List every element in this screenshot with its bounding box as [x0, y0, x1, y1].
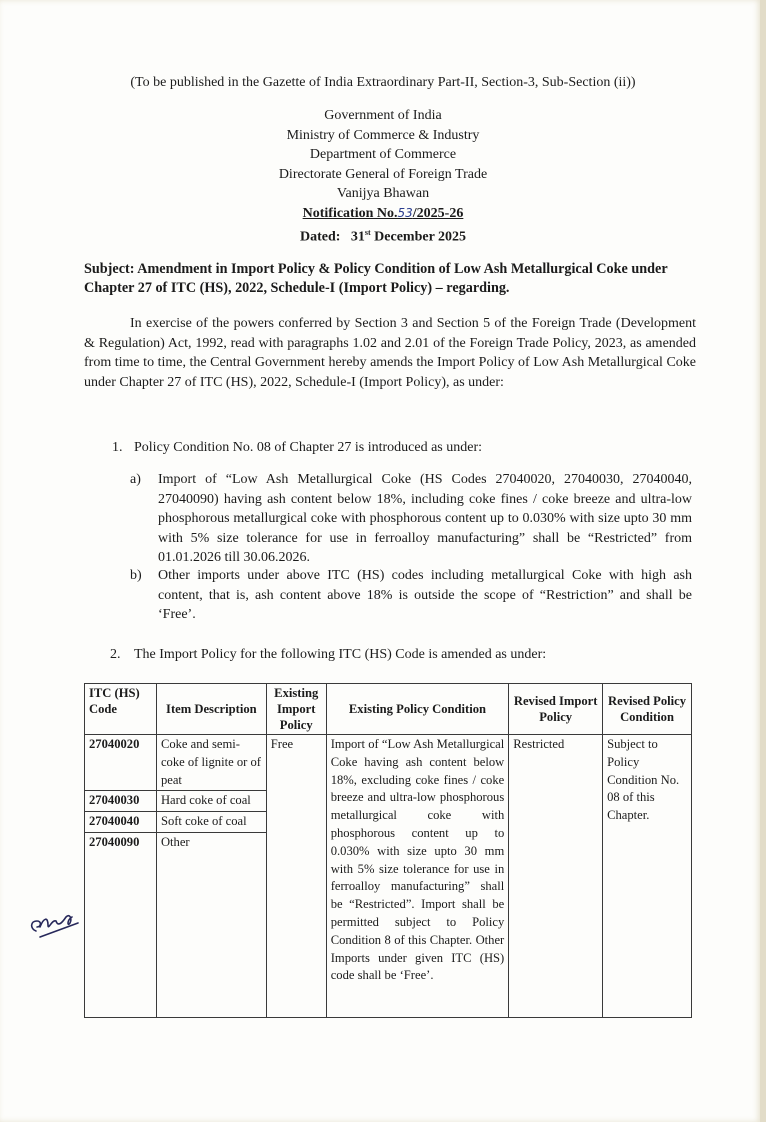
building-name: Vanijya Bhawan	[336, 186, 430, 201]
dated-day-suffix: st	[364, 228, 371, 237]
sub-item-b	[130, 566, 692, 625]
column-header-existing-import-policy: Existing Import Policy	[266, 684, 326, 735]
item-description-cell: Coke and semi-coke of lignite or of peat	[156, 735, 266, 791]
hs-code-cell: 27040020	[85, 735, 157, 791]
notification-prefix: Notification No.	[302, 205, 398, 221]
signature-icon	[26, 905, 96, 945]
subject-line: Subject: Amendment in Import Policy & Policy Condition of Low Ash Metallurgical Coke under Chapter 27 of ITC (HS), 2022, Schedule-I (Import Policy) – regarding.	[84, 261, 668, 296]
column-header-existing-policy-condition: Existing Policy Condition	[326, 684, 509, 735]
revised-policy-condition-cell: Subject to Policy Condition No. 08 of this Chapter.	[603, 735, 692, 1018]
list-item-1	[112, 440, 692, 456]
column-header-revised-policy-condition: Revised Policy Condition	[603, 684, 692, 735]
issuing-authority-header	[0, 106, 766, 247]
table-row	[85, 735, 692, 791]
handwritten-notification-number: 53	[397, 205, 413, 220]
table-header-row	[85, 684, 692, 735]
sub-item-text: Import of “Low Ash Metallurgical Coke (HS Codes 27040020, 27040030, 27040040, 27040090) having ash content below 18%, including coke fines / coke breeze and ultra-low phosphorous metallurgical coke with phosphorous content up to 0.030% with size upto 30 mm with 5% size tolerance for use in ferroalloy manufacturing” shall be “Restricted” from 01.01.2026 till 30.06.2026.	[158, 472, 692, 565]
item-description-cell: Other	[156, 832, 266, 1017]
list-item-number: 2.	[110, 647, 121, 662]
sub-item-text: Other imports under above ITC (HS) codes including metallurgical Coke with high ash content, that is, ash content above 18% is outside the scope of “Restriction” and shall be ‘Free’.	[158, 568, 692, 622]
directorate-name: Directorate General of Foreign Trade	[278, 166, 488, 182]
government-name: Government of India	[324, 108, 442, 123]
notification-date	[0, 223, 766, 247]
existing-import-policy-cell: Free	[266, 735, 326, 1018]
column-header-item-description: Item Description	[156, 684, 266, 735]
hs-code-cell: 27040030	[85, 791, 157, 812]
list-item-text: Policy Condition No. 08 of Chapter 27 is introduced as under:	[134, 440, 483, 455]
item-description-cell: Hard coke of coal	[156, 791, 266, 812]
dated-month-year: December 2025	[374, 229, 467, 245]
list-item-text: The Import Policy for the following ITC (HS) Code is amended as under:	[134, 647, 547, 662]
notification-number	[0, 204, 766, 224]
hs-code-cell: 27040090	[85, 832, 157, 1017]
list-item-2	[110, 647, 690, 663]
existing-policy-condition-cell: Import of “Low Ash Metallurgical Coke having ash content below 18%, excluding coke fines / coke breeze and ultra-low phosphorous metallurgical coke with phosphorous content up to 0.030% with size upto 30 mm with 5% size tolerance for use in ferroalloy manufacturing” shall be “Restricted”. Import shall be permitted subject to Policy Condition 8 of this Chapter. Other Imports under given ITC (HS) code shall be ‘Free’.	[326, 735, 509, 1018]
hs-code-cell: 27040040	[85, 812, 157, 833]
gazette-publication-line: (To be published in the Gazette of India Extraordinary Part-II, Section-3, Sub-Section (ii))	[130, 75, 636, 90]
item-description-cell: Soft coke of coal	[156, 812, 266, 833]
dated-label: Dated:	[299, 229, 341, 245]
revised-import-policy-cell: Restricted	[509, 735, 603, 1018]
notification-suffix: /2025-26	[412, 205, 464, 221]
column-header-revised-import-policy: Revised Import Policy	[509, 684, 603, 735]
column-header-itc-hs-code: ITC (HS) Code	[85, 684, 157, 735]
sub-item-label: b)	[130, 568, 142, 583]
list-item-number: 1.	[112, 440, 123, 455]
policy-amendment-table	[84, 683, 692, 1018]
sub-item-label: a)	[130, 472, 141, 487]
department-name: Department of Commerce	[309, 147, 457, 162]
sub-item-a	[130, 470, 692, 568]
dated-day: 31	[350, 229, 365, 245]
ministry-name: Ministry of Commerce & Industry	[286, 127, 480, 143]
intro-paragraph: In exercise of the powers conferred by Section 3 and Section 5 of the Foreign Trade (Development & Regulation) Act, 1992, read with paragraphs 1.02 and 2.01 of the Foreign Trade Policy, 2023, as amended from time to time, the Central Government hereby amends the Import Policy of Low Ash Metallurgical Coke under Chapter 27 of ITC (HS), 2022, Schedule-I (Import Policy), as under:	[84, 316, 696, 390]
